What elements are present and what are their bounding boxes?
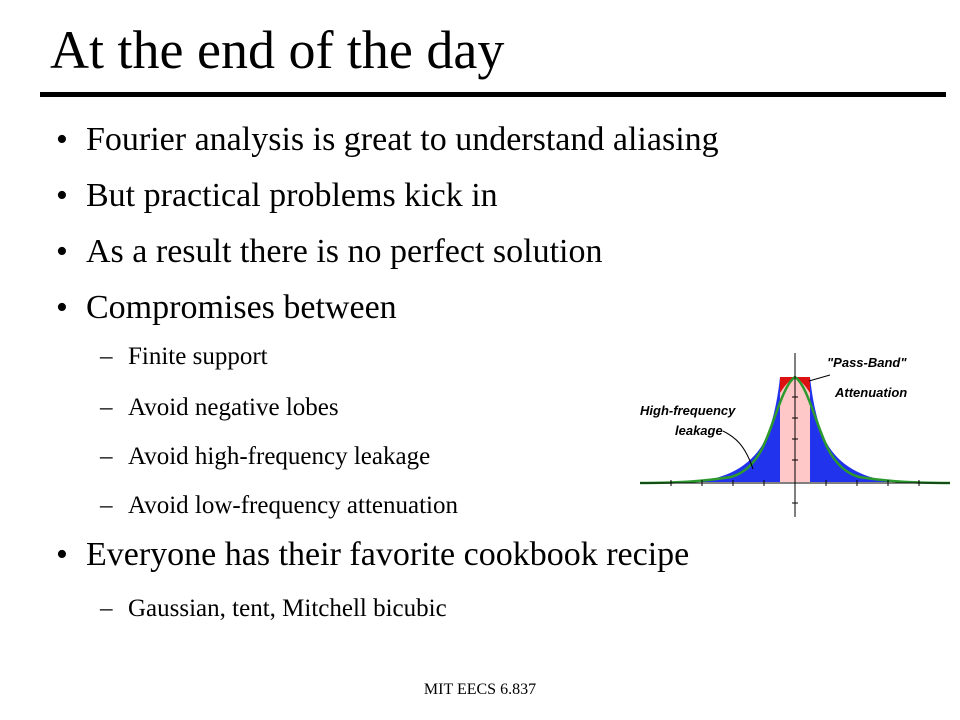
- bullet-dot: •: [56, 289, 68, 326]
- bullet-dot: •: [56, 233, 68, 270]
- bullet-item: [56, 288, 397, 328]
- passband-label-line1: "Pass-Band": [827, 355, 907, 370]
- sub-item: [100, 393, 339, 423]
- sub-dash: –: [100, 443, 113, 470]
- sub-item: [100, 342, 268, 372]
- passband-label-line2: Attenuation: [835, 385, 908, 400]
- bullet-dot: •: [56, 121, 68, 158]
- passband-pointer: [809, 375, 830, 381]
- bullet-text: But practical problems kick in: [86, 177, 498, 214]
- sub-item: [100, 594, 447, 624]
- bullet-text: As a result there is no perfect solution: [86, 233, 603, 270]
- bullet-item: [56, 176, 498, 216]
- bullet-item: [56, 535, 689, 575]
- sub-text: Finite support: [128, 343, 268, 370]
- sub-text: Avoid negative lobes: [128, 394, 339, 421]
- sub-text: Gaussian, tent, Mitchell bicubic: [128, 595, 447, 622]
- sub-item: [100, 491, 458, 521]
- bullet-item: [56, 232, 602, 272]
- bullet-text: Fourier analysis is great to understand aliasing: [86, 121, 719, 158]
- leakage-label-line2: leakage: [675, 423, 723, 438]
- sub-dash: –: [100, 595, 113, 622]
- leakage-label-line1: High-frequency: [640, 403, 736, 418]
- footer-text: MIT EECS 6.837: [423, 681, 537, 698]
- bullet-text: Everyone has their favorite cookbook recipe: [86, 536, 690, 573]
- bullet-text: Compromises between: [86, 289, 397, 326]
- bullet-item: [56, 120, 719, 160]
- sub-dash: –: [100, 492, 113, 519]
- bullet-dot: •: [56, 177, 68, 214]
- sub-item: [100, 442, 430, 472]
- title-underline: [40, 92, 946, 97]
- slide-title: At the end of the day: [50, 20, 505, 80]
- sub-dash: –: [100, 394, 113, 421]
- bullet-dot: •: [56, 536, 68, 573]
- filter-response-figure: [635, 345, 955, 525]
- sub-text: Avoid low-frequency attenuation: [128, 492, 458, 519]
- sub-text: Avoid high-frequency leakage: [128, 443, 431, 470]
- sub-dash: –: [100, 343, 113, 370]
